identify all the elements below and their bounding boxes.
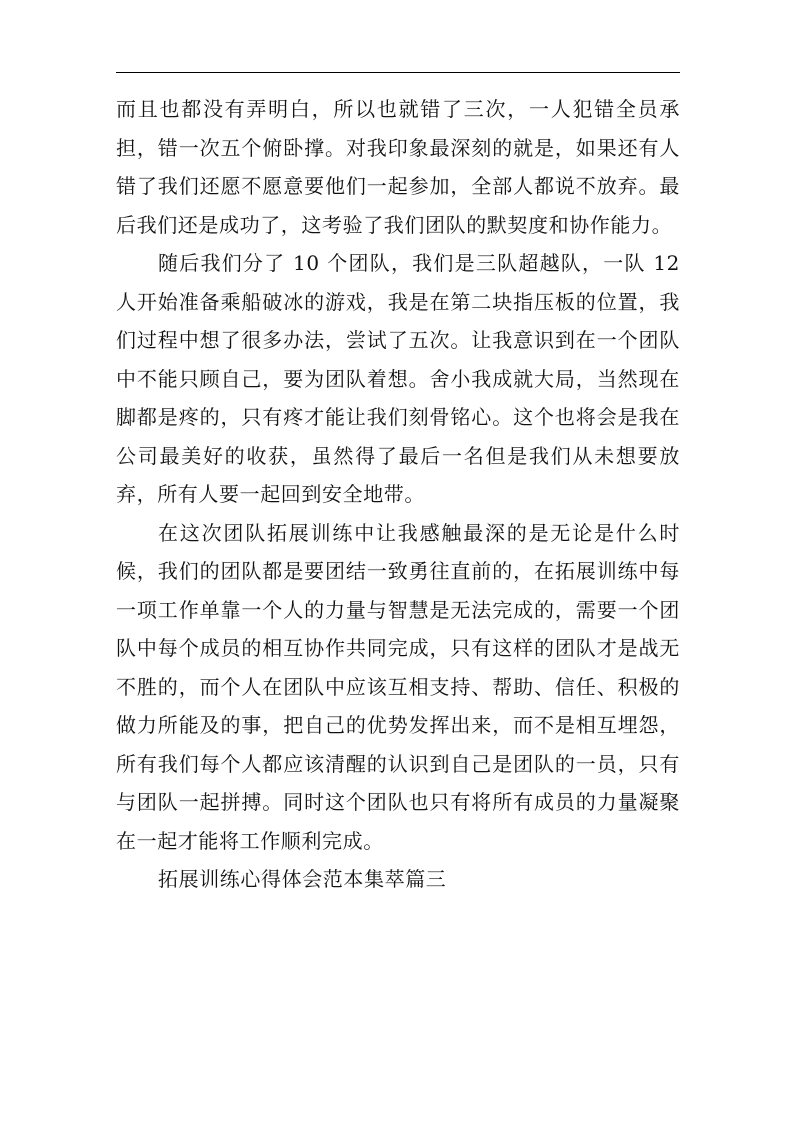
paragraph-reflection: 在这次团队拓展训练中让我感触最深的是无论是什么时候，我们的团队都是要团结一致勇往直前的，在拓展训练中每一项工作单靠一个人的力量与智慧是无法完成的，需要一个团队中每个成员的相互协作共同完成，只有这样的团队才是战无不胜的，而个人在团队中应该互相支持、帮助、信任、积极的做力所能及的事，把自己的优势发挥出来，而不是相互埋怨，所有我们每个人都应该清醒的认识到自己是团队的一员，只有与团队一起拼搏。同时这个团队也只有将所有成员的力量凝聚在一起才能将工作顺利完成。	[116, 520, 680, 853]
paragraph-continued: 而且也都没有弄明白，所以也就错了三次，一人犯错全员承担，错一次五个俯卧撑。对我印象最深刻的就是，如果还有人错了我们还愿不愿意要他们一起参加，全部人都说不放弃。最后我们还是成功了，这考验了我们团队的默契度和协作能力。	[116, 97, 680, 237]
document-body	[116, 90, 680, 899]
section-heading: 拓展训练心得体会范本集萃篇三	[158, 867, 447, 891]
header-rule	[116, 72, 680, 73]
paragraph-team-game: 随后我们分了 10 个团队，我们是三队超越队，一队 12 人开始准备乘船破冰的游戏，我是在第二块指压板的位置，我们过程中想了很多办法，尝试了五次。让我意识到在一个团队中不能只顾自己，要为团队着想。舍小我成就大局，当然现在脚都是疼的，只有疼才能让我们刻骨铭心。这个也将会是我在公司最美好的收获，虽然得了最后一名但是我们从未想要放弃，所有人要一起回到安全地带。	[116, 251, 680, 506]
